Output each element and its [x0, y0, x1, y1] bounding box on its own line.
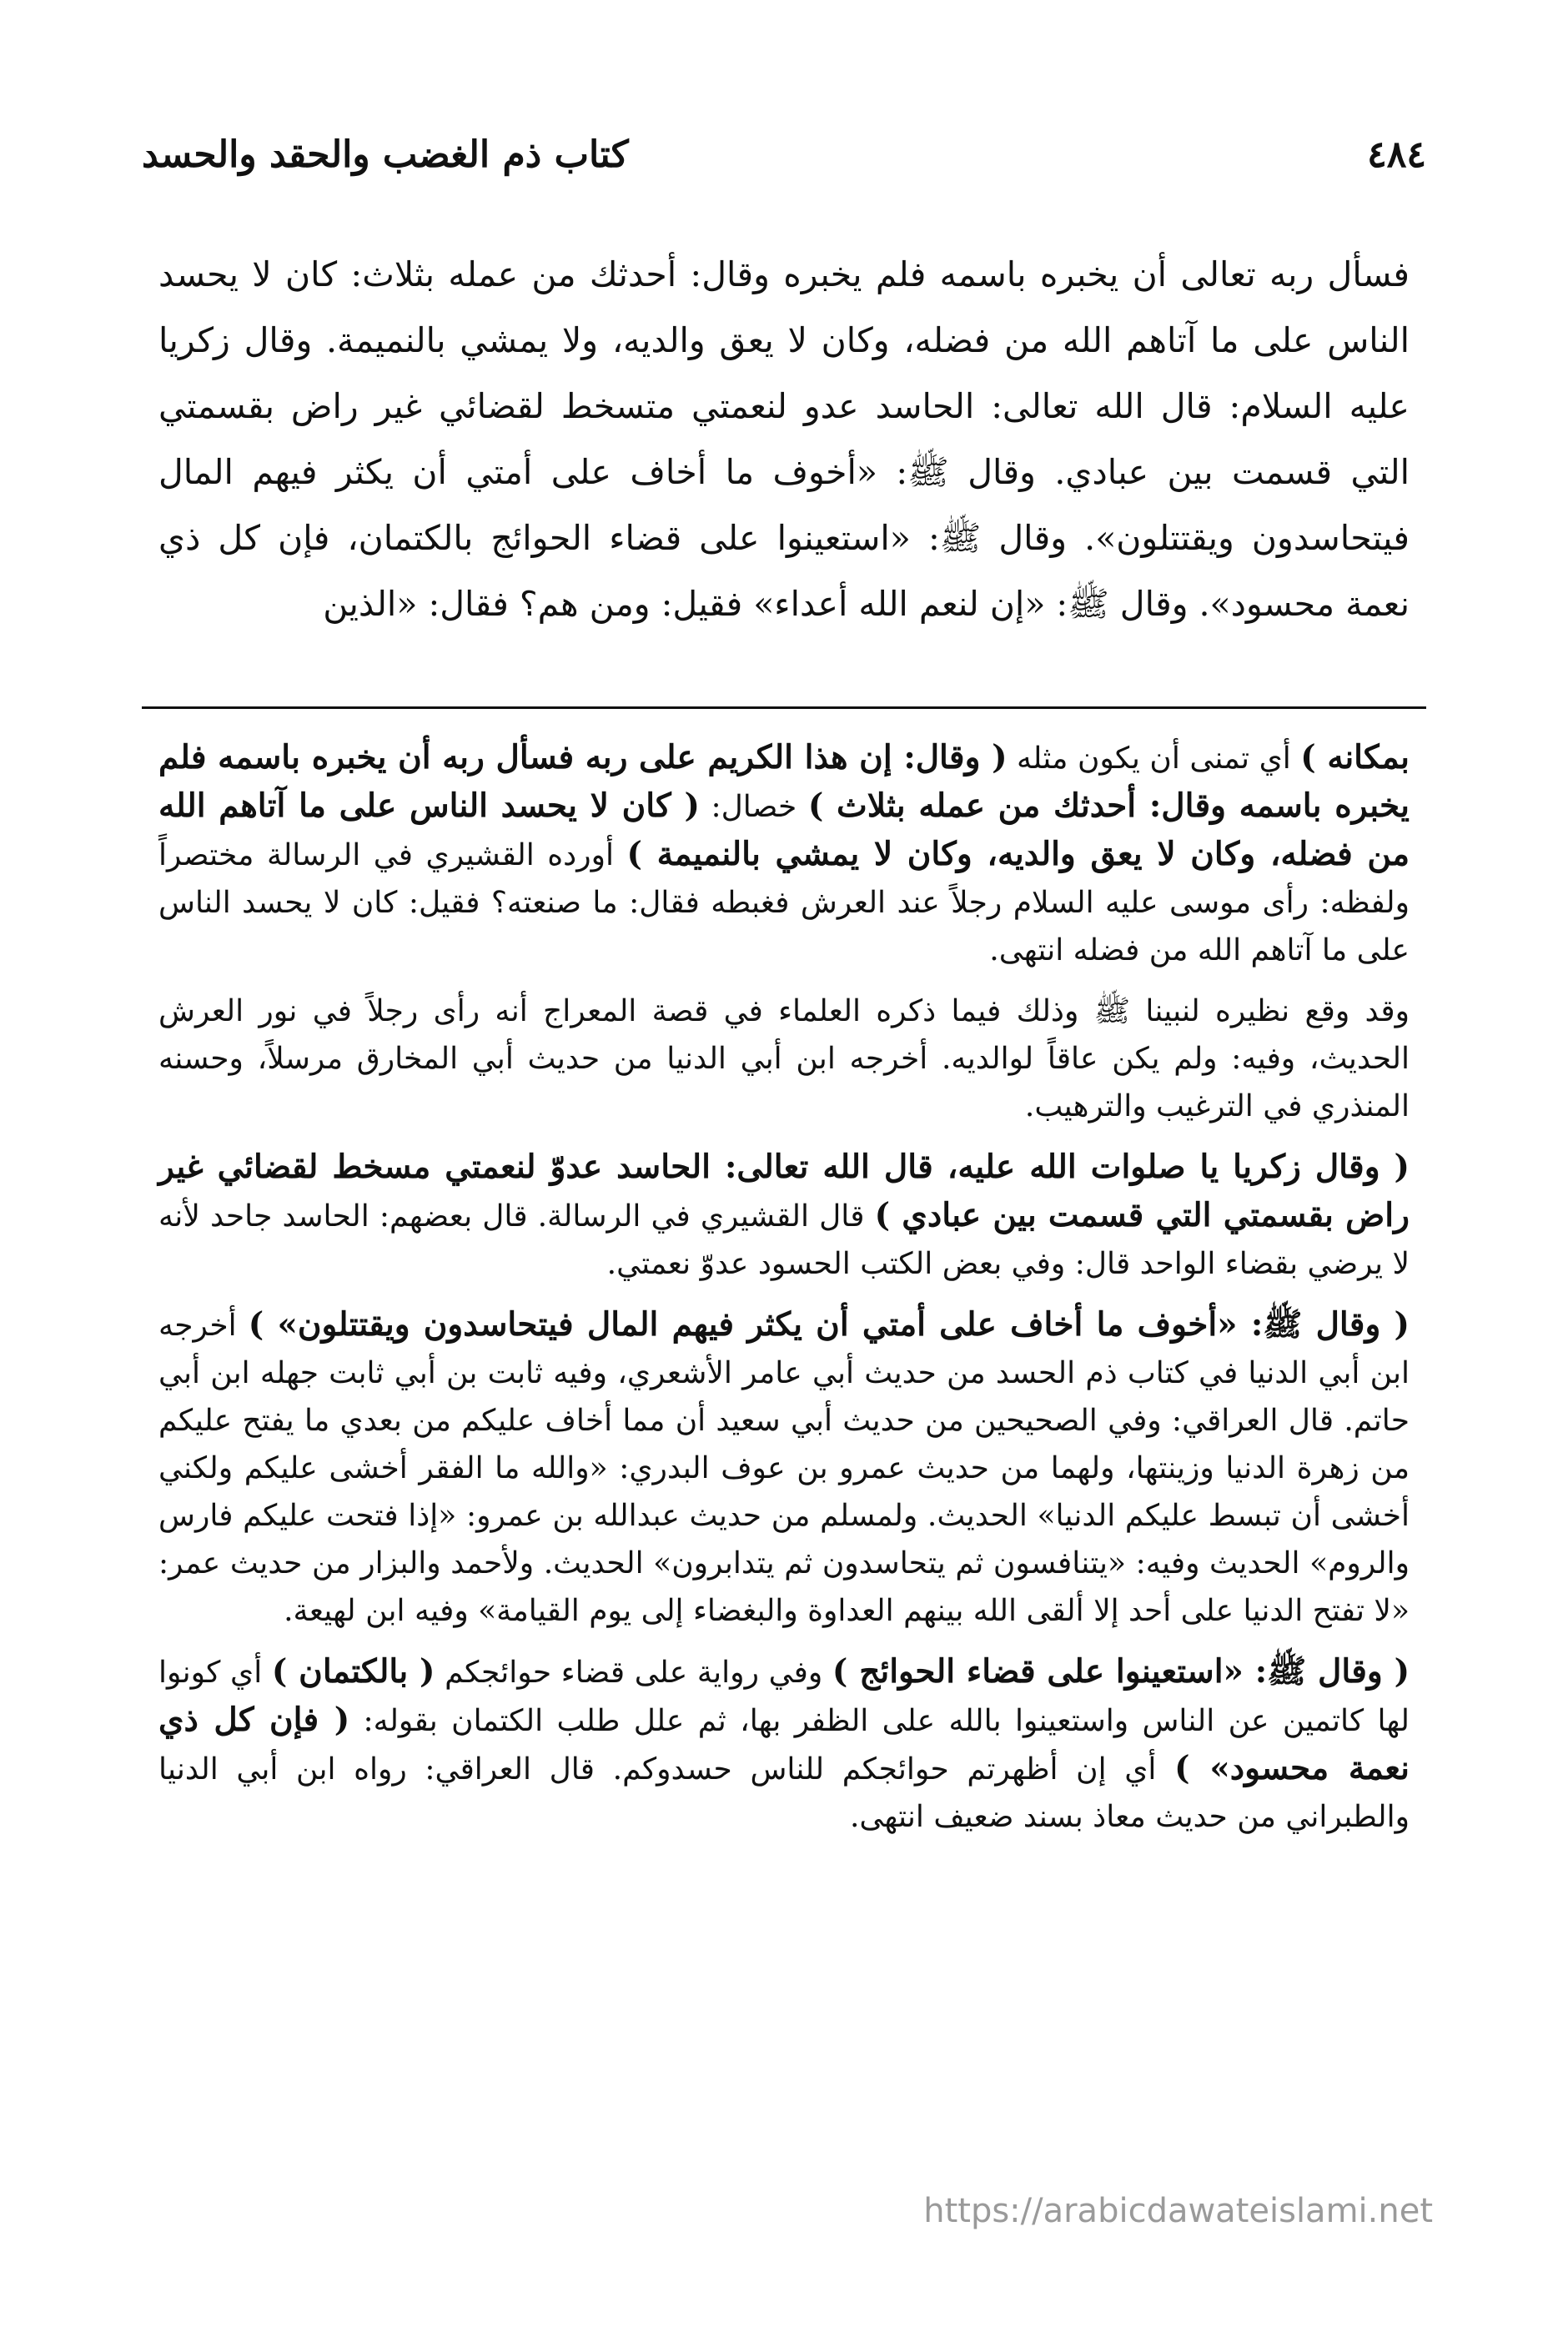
quoted-text: ( وقال زكريا يا صلوات الله عليه، قال الله تعالى: الحاسد عدوّ لنعمتي مسخط لقضائي غير راض بقسمتي التي قسمت بين عبادي ): [158, 1148, 1410, 1234]
page-number: ٤٨٤: [1367, 133, 1426, 176]
commentary-text: أي تمنى أن يكون مثله: [1007, 741, 1301, 776]
commentary-text: أورده القشيري في الرسالة مختصراً ولفظه: رأى موسى عليه السلام رجلاً عند العرش فغبطه فقال: ما صنعته؟ فقيل: كان لا يحسد الناس على ما آتاهم الله من فضله انتهى.: [158, 838, 1410, 967]
commentary-paragraph: [158, 988, 1410, 1130]
quoted-text: ( كان لا يحسد الناس على ما آتاهم الله من فضله، وكان لا يعق والديه، وكان لا يمشي بالنميمة ): [158, 787, 1410, 873]
quoted-text: ( وقال ﷺ: «استعينوا على قضاء الحوائج ): [832, 1652, 1410, 1691]
commentary-paragraph: [158, 734, 1410, 974]
commentary-text: قال القشيري في الرسالة. قال بعضهم: الحاسد جاحد لأنه لا يرضي بقضاء الواحد قال: وفي بعض الكتب الحسود عدوّ نعمتي.: [158, 1199, 1410, 1281]
watermark: https://arabicdawateislami.net: [923, 2192, 1433, 2230]
commentary-text: وقد وقع نظيره لنبينا ﷺ وذلك فيما ذكره العلماء في قصة المعراج أنه رأى رجلاً في نور العرش الحديث، وفيه: ولم يكن عاقاً لوالديه. أخرجه ابن أبي الدنيا من حديث أبي المخارق مرسلاً، وحسنه المنذري في الترغيب والترهيب.: [158, 994, 1410, 1123]
commentary-text: خصال:: [699, 790, 808, 824]
commentary-text: أي إن أظهرتم حوائجكم للناس حسدوكم. قال العراقي: رواه ابن أبي الدنيا والطبراني من حديث معاذ بسند ضعيف انتهى.: [158, 1752, 1410, 1834]
commentary-text: وفي رواية على قضاء حوائجكم: [435, 1656, 832, 1690]
commentary-paragraph: [158, 1143, 1410, 1288]
commentary-text: أخرجه ابن أبي الدنيا في كتاب ذم الحسد من حديث أبي عامر الأشعري، وفيه ثابت بن أبي ثابت جهله ابن أبي حاتم. قال العراقي: وفي الصحيحين من حديث أبي سعيد أن مما أخاف عليكم من بعدي ما يفتح عليكم من زهرة الدنيا وزينتها، ولهما من حديث عمرو بن عوف البدري: «والله ما الفقر أخشى عليكم ولكني أخشى أن تبسط عليكم الدنيا» الحديث. ولمسلم من حديث عبدالله بن عمرو: «إذا فتحت عليكم فارس والروم» الحديث وفيه: «يتنافسون ثم يتحاسدون ثم يتدابرون» الحديث. ولأحمد والبزار من حديث عمر: «لا تفتح الدنيا على أحد إلا ألقى الله بينهم العداوة والبغضاء إلى يوم القيامة» وفيه ابن لهيعة.: [158, 1309, 1410, 1628]
quoted-text: ( وقال: إن هذا الكريم على ربه فسأل ربه أن يخبره باسمه فلم يخبره باسمه وقال: أحدثك من عمله بثلاث ): [158, 738, 1410, 825]
page-header: [142, 125, 1426, 183]
commentary-text: أي كونوا لها كاتمين عن الناس واستعينوا بالله على الظفر بها، ثم علل طلب الكتمان بقوله:: [158, 1656, 1410, 1738]
footnote-divider: [142, 706, 1426, 709]
commentary-paragraph: [158, 1648, 1410, 1841]
quoted-text: ( وقال ﷺ: «أخوف ما أخاف على أمتي أن يكثر فيهم المال فيتحاسدون ويقتتلون» ): [248, 1305, 1410, 1344]
main-text: فسأل ربه تعالى أن يخبره باسمه فلم يخبره وقال: أحدثك من عمله بثلاث: كان لا يحسد الناس على ما آتاهم الله من فضله، وكان لا يعق والديه، ولا يمشي بالنميمة. وقال زكريا عليه السلام: قال الله تعالى: الحاسد عدو لنعمتي متسخط لقضائي غير راض بقسمتي التي قسمت بين عبادي. وقال ﷺ: «أخوف ما أخاف على أمتي أن يكثر فيهم المال فيتحاسدون ويقتتلون». وقال ﷺ: «استعينوا على قضاء الحوائج بالكتمان، فإن كل ذي نعمة محسود». وقال ﷺ: «إن لنعم الله أعداء» فقيل: ومن هم؟ فقال: «الذين: [158, 254, 1410, 624]
quoted-text: بمكانه ): [1300, 738, 1410, 776]
quoted-text: ( فإن كل ذي نعمة محسود» ): [158, 1701, 1410, 1787]
quoted-text: ( بالكتمان ): [271, 1652, 435, 1691]
book-title: كتاب ذم الغضب والحقد والحسد: [142, 133, 629, 176]
commentary-section: [158, 734, 1410, 1854]
commentary-paragraph: [158, 1301, 1410, 1635]
